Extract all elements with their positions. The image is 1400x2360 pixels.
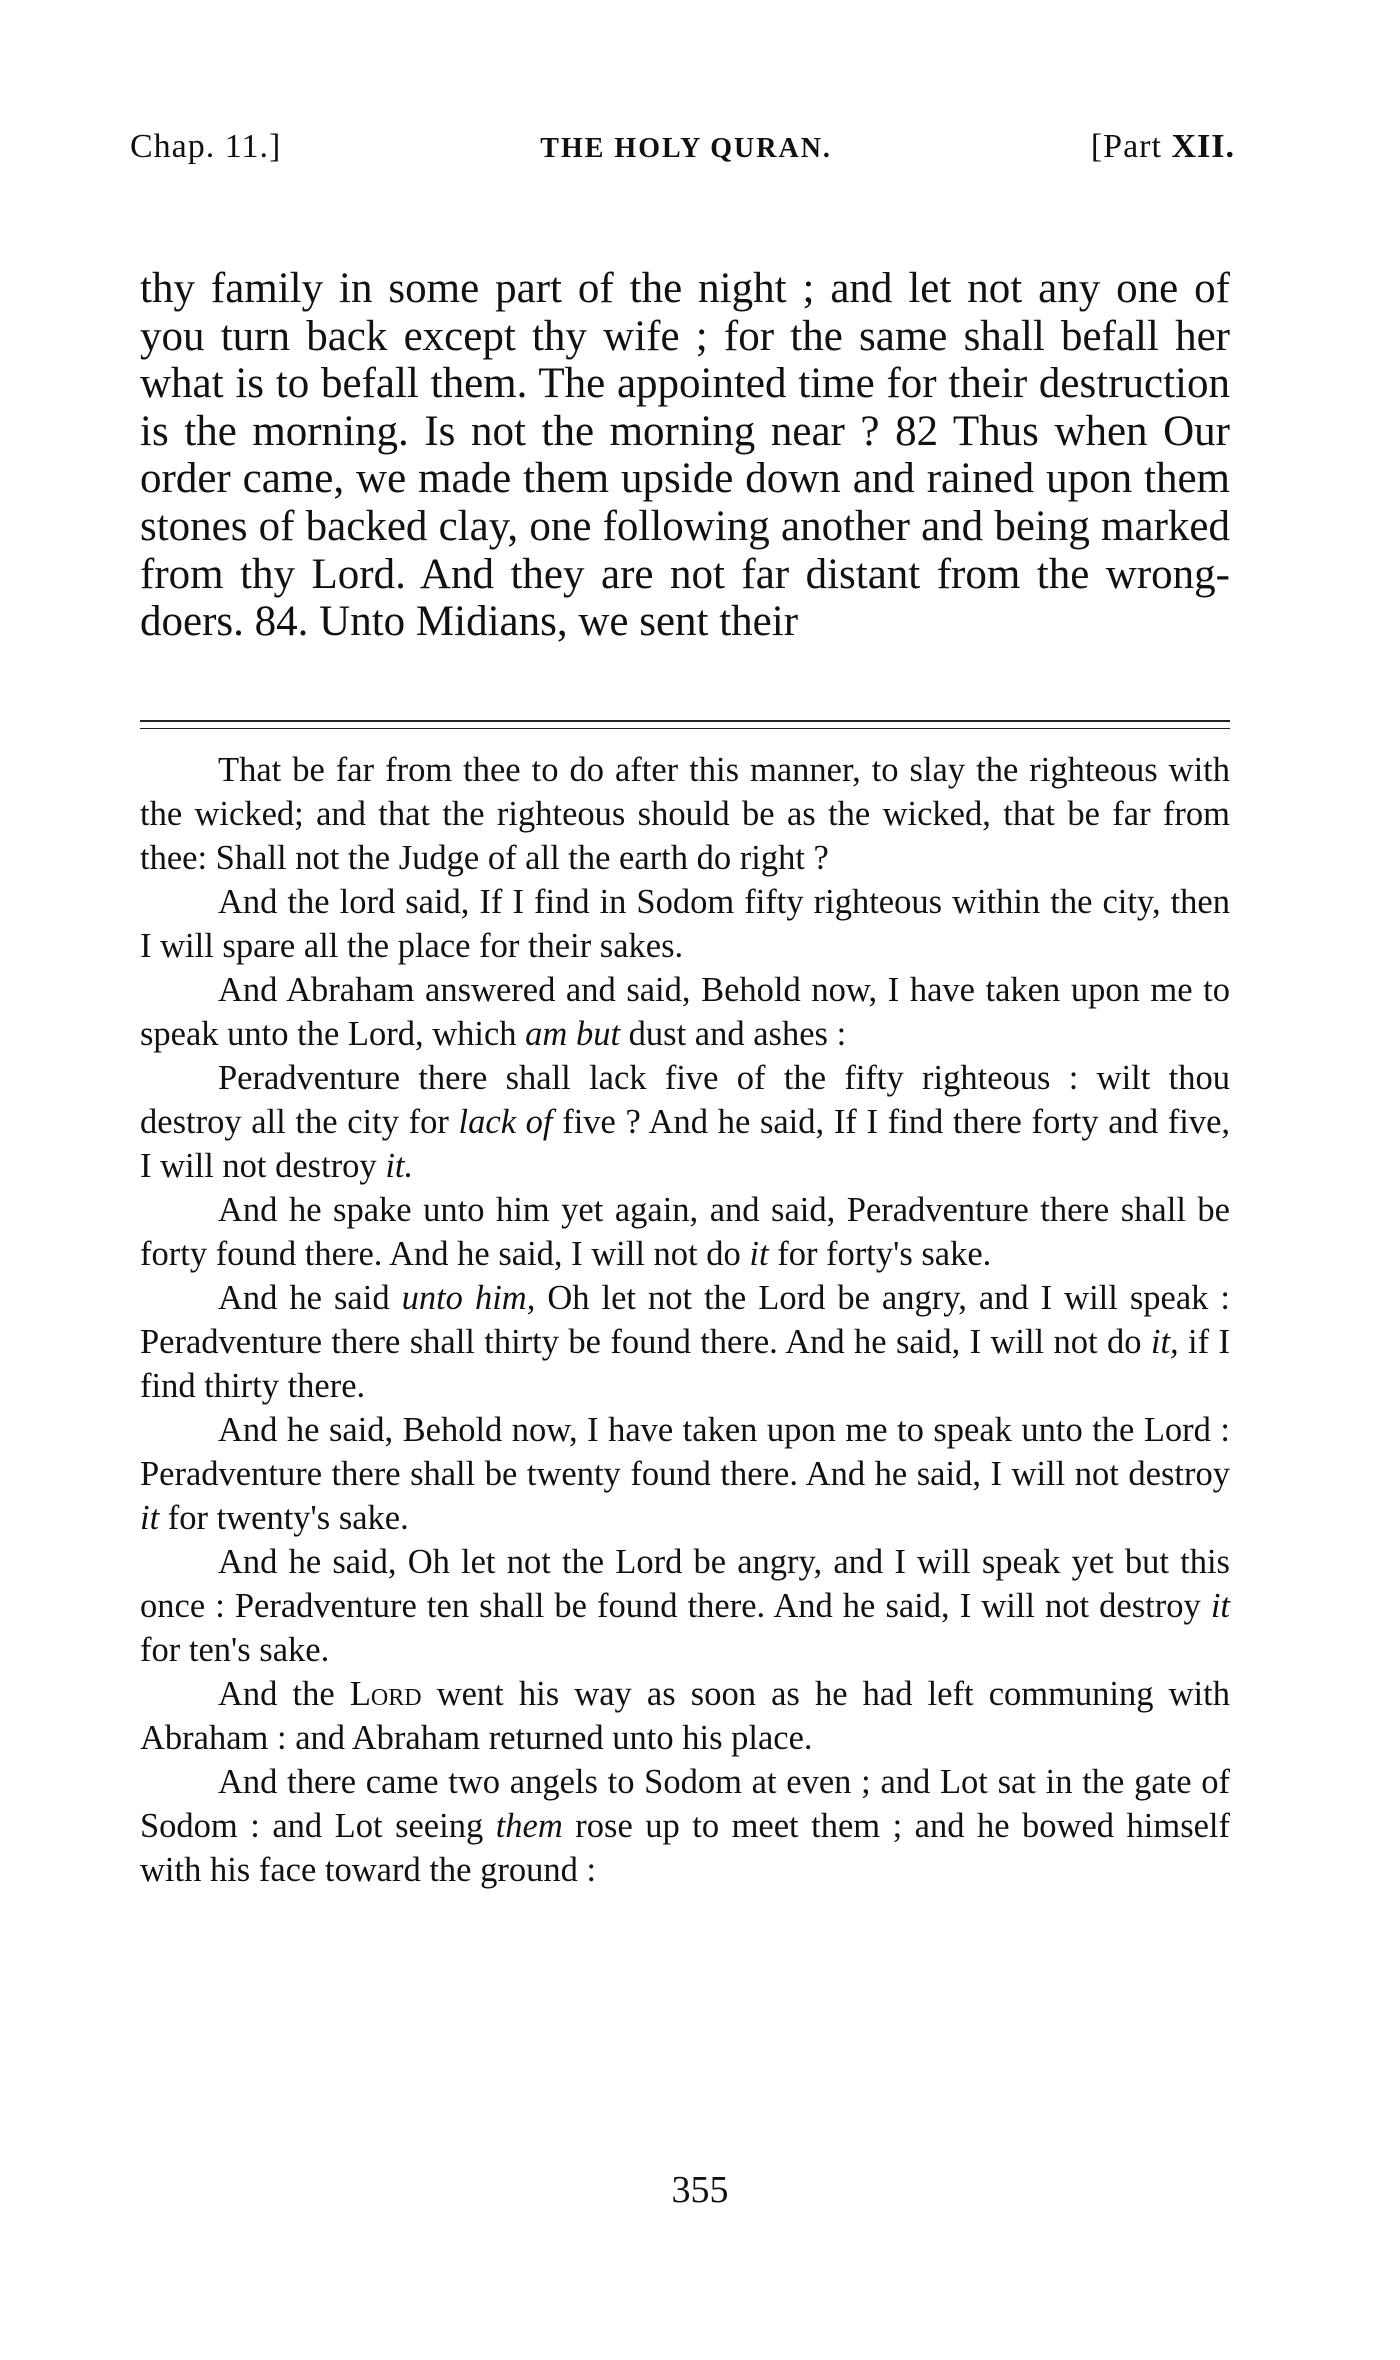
footnote-text: And Abraham answered and said, Behold now, I have taken upon me to speak unto the Lord, which: [140, 971, 1230, 1053]
footnote-text: And the: [218, 1675, 350, 1713]
footnote-italic: it: [140, 1499, 160, 1537]
book-title: THE HOLY QURAN.: [540, 133, 832, 164]
footnote-text: And the lord said, If I find in Sodom fifty righteous within the city, then I will spare all the place for their sakes.: [140, 883, 1230, 965]
footnote-text: went his way as soon as he had left communing with Abraham : and Abraham returned unto his place.: [140, 1675, 1230, 1757]
footnote-paragraph: [140, 1408, 1230, 1540]
footnote-text: Oh let not the Lord be angry, and I will speak : Peradventure there shall thirty be found there. And he said, I will not do: [140, 1279, 1230, 1361]
footnote-italic: it,: [1150, 1323, 1179, 1361]
footnote-text: And he spake unto him yet again, and said, Peradventure there shall be forty found there. And he said, I will not do: [140, 1191, 1230, 1273]
footnote-text: And there came two angels to Sodom at even ; and Lot sat in the gate of Sodom : and Lot seeing: [140, 1763, 1230, 1845]
footnote-paragraph: [140, 1540, 1230, 1672]
part-prefix: [Part: [1090, 128, 1162, 165]
part-label: [1091, 128, 1235, 166]
footnote-paragraph: [140, 968, 1230, 1056]
footnote-paragraph: [140, 1760, 1230, 1892]
separator-rule: [140, 720, 1230, 722]
chapter-label: Chap. 11.]: [130, 128, 282, 165]
footnote-paragraph: [140, 1672, 1230, 1760]
footnote-paragraph: [140, 1056, 1230, 1188]
footnote-text: And he said, Behold now, I have taken upon me to speak unto the Lord : Peradventure there shall be twenty found there. And he said, I will not destroy: [140, 1411, 1230, 1493]
footnote-text: And he said, Oh let not the Lord be angry, and I will speak yet but this once : Peradventure ten shall be found there. And he said, I will not destroy: [140, 1543, 1230, 1625]
main-text-block: [140, 265, 1230, 646]
footnote-text: for forty's sake.: [768, 1235, 992, 1273]
footnote-text: That be far from thee to do after this manner, to slay the righteous with the wicked; and that the righteous should be as the wicked, that be far from thee: Shall not the Judge of all the earth do right ?: [140, 751, 1230, 877]
footnote-text: five ? And he said, If I find there forty and five, I will not destroy: [140, 1103, 1231, 1185]
footnote-text: Peradventure there shall lack five of the fifty righteous : wilt thou destroy all the city for: [140, 1059, 1230, 1141]
footnote-text: dust and ashes :: [620, 1015, 847, 1053]
footnote-text: And he said: [218, 1279, 402, 1317]
footnote-paragraph: [140, 748, 1230, 880]
footnote-italic: am but: [525, 1015, 621, 1053]
footnote-italic: it: [1210, 1587, 1230, 1625]
footnote-paragraph: [140, 1276, 1230, 1408]
footnote-smallcaps: Lord: [349, 1675, 422, 1713]
footnote-italic: unto him,: [401, 1279, 536, 1317]
footnote-text: for twenty's sake.: [159, 1499, 409, 1537]
footnote-paragraph: [140, 880, 1230, 968]
separator-rule-thin: [140, 728, 1230, 729]
footnote-italic: it: [749, 1235, 769, 1273]
footnote-italic: them: [495, 1807, 563, 1845]
part-number: XII.: [1171, 128, 1235, 165]
running-header: [130, 128, 1235, 166]
footnote-italic: lack of: [458, 1103, 553, 1141]
footnote-block: [140, 748, 1230, 1892]
page-number: 355: [671, 2169, 729, 2211]
footnote-paragraph: [140, 1188, 1230, 1276]
footnote-italic: it.: [385, 1147, 414, 1185]
main-paragraph: thy family in some part of the night ; and let not any one of you turn back except thy wife ; for the same shall befall her what is to befall them. The appointed time for their destruction is the morning. Is not the morning near ? 82 Thus when Our order came, we made them upside down and rained upon them stones of backed clay, one following another and being marked from thy Lord. And they are not far distant from the wrong-doers. 84. Unto Midians, we sent their: [140, 265, 1230, 646]
footnote-text: rose up to meet them ; and he bowed himself with his face toward the ground :: [140, 1807, 1231, 1889]
footnote-text: for ten's sake.: [140, 1631, 330, 1669]
footnote-text: if I find thirty there.: [140, 1323, 1230, 1405]
